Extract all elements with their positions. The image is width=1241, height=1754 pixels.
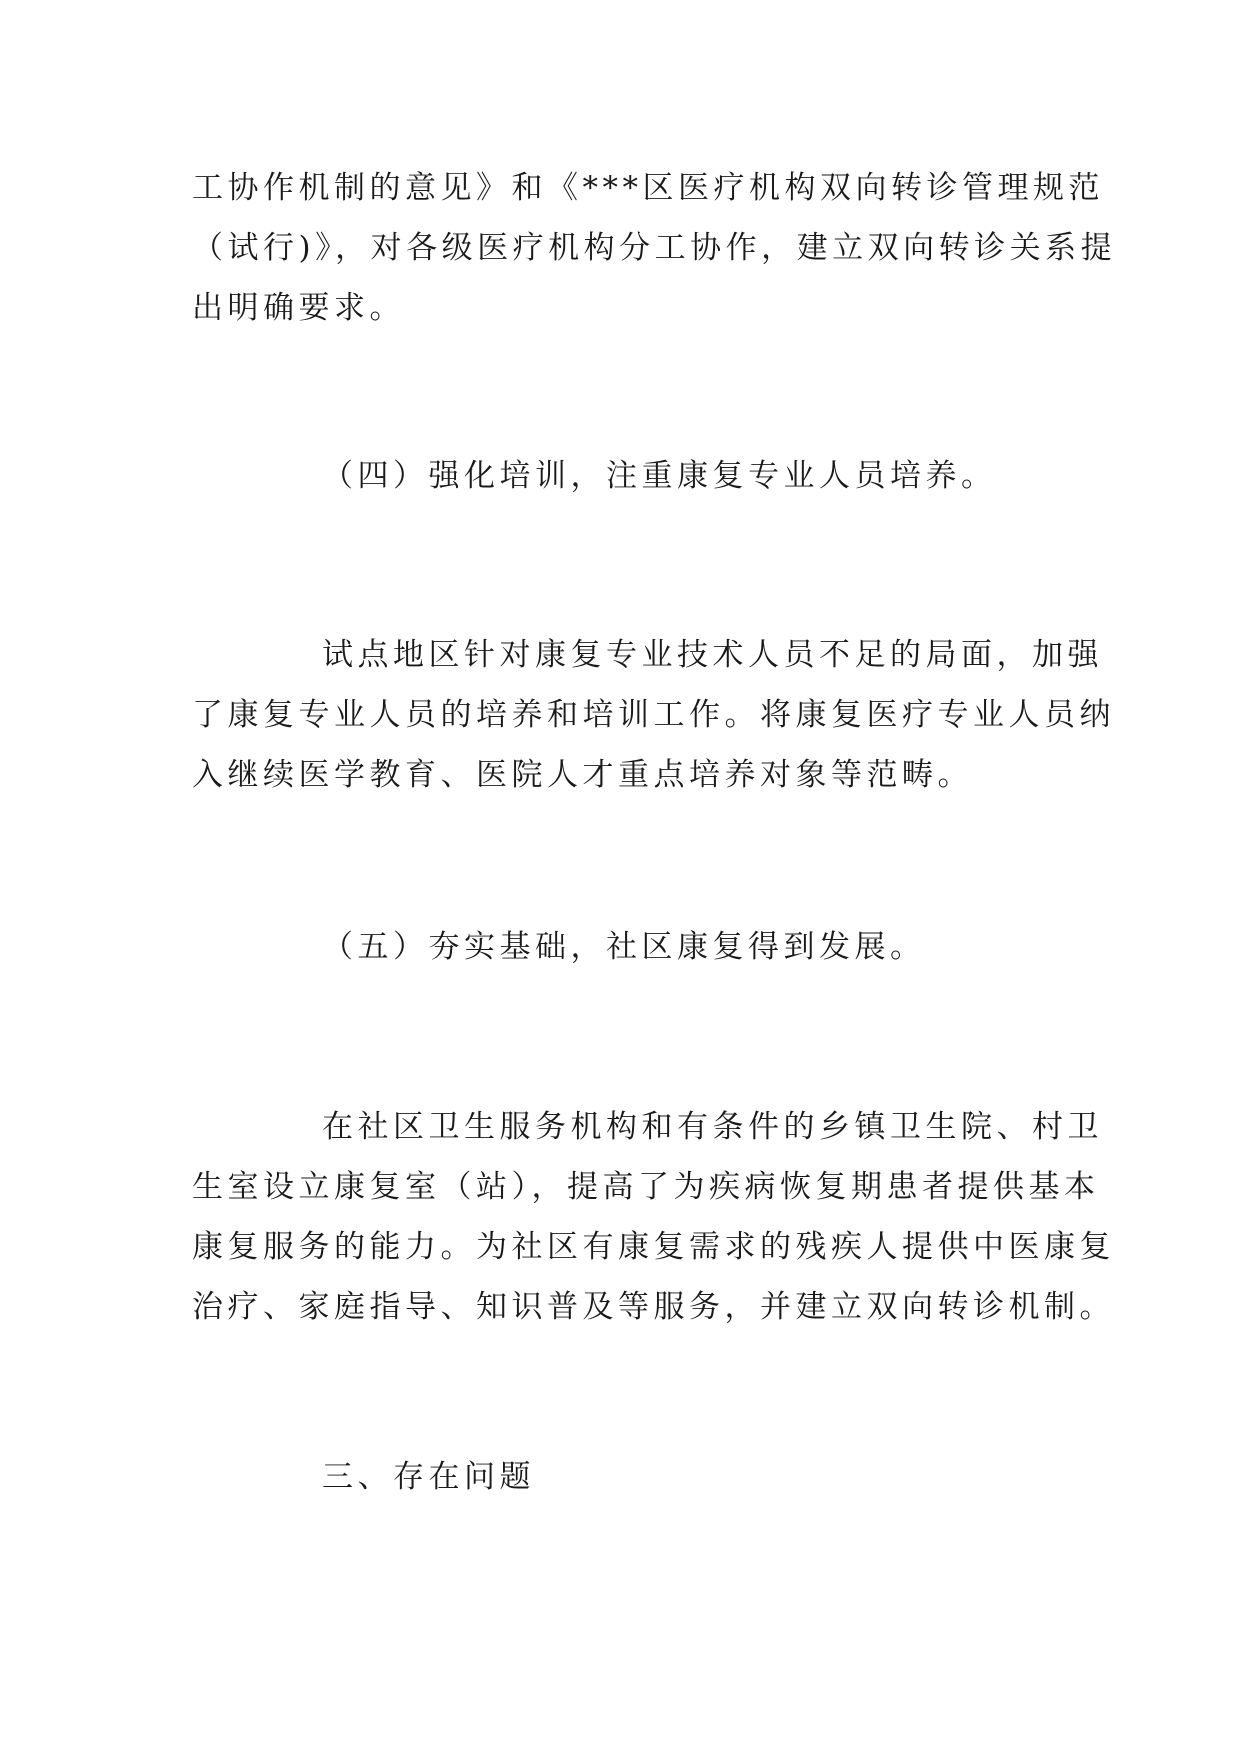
text-line: 出明确要求。 xyxy=(192,290,405,326)
text-line: 试点地区针对康复专业技术人员不足的局面，加强 xyxy=(322,637,1103,673)
paragraph-training xyxy=(192,625,1115,805)
text-line: 入继续医学教育、医院人才重点培养对象等范畴。 xyxy=(192,757,973,793)
heading-text: 三、存在问题 xyxy=(322,1459,535,1495)
section-heading-problems xyxy=(322,1447,1072,1507)
paragraph-community-rehab xyxy=(192,1097,1115,1337)
text-line: （试行)》，对各级医疗机构分工协作，建立双向转诊关系提 xyxy=(192,230,1117,266)
text-line: 了康复专业人员的培养和培训工作。将康复医疗专业人员纳 xyxy=(192,697,1115,733)
paragraph-referral-norms xyxy=(192,158,1117,338)
section-heading-5 xyxy=(322,917,1072,977)
section-heading-4 xyxy=(322,446,1072,506)
text-line: 生室设立康复室（站），提高了为疾病恢复期患者提供基本 xyxy=(192,1169,1100,1205)
heading-text: （四）强化培训，注重康复专业人员培养。 xyxy=(322,458,997,494)
heading-text: （五）夯实基础，社区康复得到发展。 xyxy=(322,929,926,965)
text-line: 治疗、家庭指导、知识普及等服务，并建立双向转诊机制。 xyxy=(192,1289,1115,1325)
text-line: 康复服务的能力。为社区有康复需求的残疾人提供中医康复 xyxy=(192,1229,1115,1265)
text-line: 在社区卫生服务机构和有条件的乡镇卫生院、村卫 xyxy=(322,1109,1103,1145)
text-line: 工协作机制的意见》和《***区医疗机构双向转诊管理规范 xyxy=(192,170,1104,206)
